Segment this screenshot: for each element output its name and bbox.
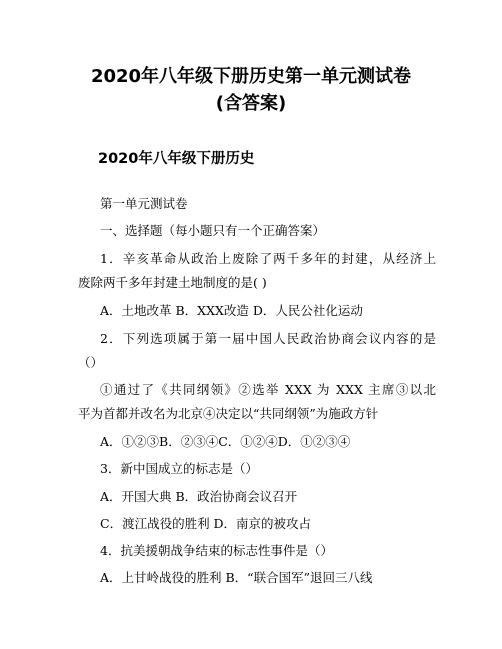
question-1-text: 1．辛亥革命从政治上废除了两千多年的封建，从经济上 [100, 251, 436, 266]
question-1-text-cont: 废除两千多年封建土地制度的是( ) [78, 275, 267, 290]
question-2-text: 2．下列选项属于第一届中国人民政治协商会议内容的是 [100, 331, 436, 346]
question-4-text: 4．抗美援朝战争结束的标志性事件是（） [100, 543, 333, 558]
question-2-statements-cont: 平为首都并改名为北京④决定以“共同纲领”为施政方针 [78, 406, 379, 421]
part-heading: 一、选择题（每小题只有一个正确答案） [100, 223, 326, 238]
question-2-statements: ①通过了《共同纲领》②选举 XXX 为 XXX 主席③以北 [100, 382, 436, 397]
document-title: 2020年八年级下册历史第一单元测试卷 [90, 66, 412, 87]
section-title: 第一单元测试卷 [100, 196, 188, 211]
question-3-options-ab: A．开国大典 B．政治协商会议召开 [100, 489, 298, 504]
question-1-options: A．土地改革 B．XXX改造 D．人民公社化运动 [100, 303, 363, 318]
question-2-text-cont: （） [78, 355, 104, 370]
question-3-text: 3．新中国成立的标志是（） [100, 461, 258, 476]
question-2-options: A．①②③B．②③④C．①②④D．①②③④ [100, 434, 351, 449]
question-3-options-cd: C．渡江战役的胜利 D．南京的被攻占 [100, 516, 312, 531]
document-title-suffix: (含答案) [215, 93, 287, 114]
question-4-options-ab: A．上甘岭战役的胜利 B．“联合国军”退回三八线 [100, 570, 373, 585]
document-subtitle: 2020年八年级下册历史 [98, 151, 255, 167]
